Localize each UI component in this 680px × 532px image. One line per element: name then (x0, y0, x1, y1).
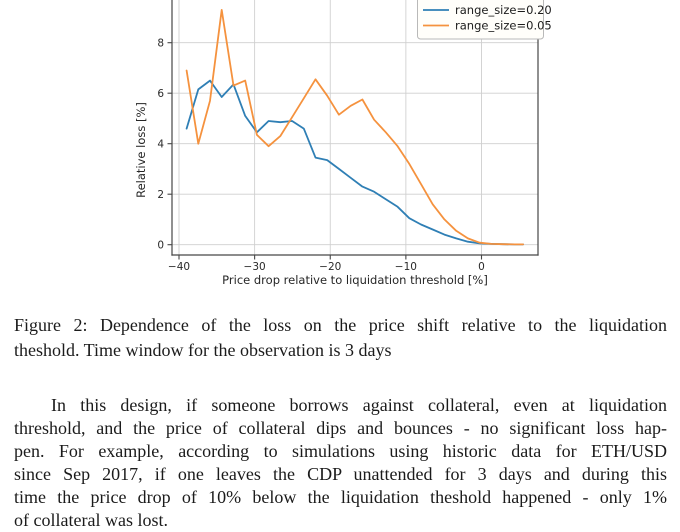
svg-text:4: 4 (157, 138, 164, 151)
y-axis-label: Relative loss [%] (134, 102, 148, 198)
svg-text:0: 0 (478, 261, 485, 273)
loss-vs-price-drop-plot (125, 0, 565, 300)
x-axis-label: Price drop relative to liquidation threshold [%] (222, 273, 488, 287)
caption-line-1: Figure 2: Dependence of the loss on the price shift relative to the liquidation (14, 315, 667, 335)
body-line: pen. For example, according to simulations using historic data for ETH/USD (14, 441, 667, 461)
body-line: threshold, and the price of collateral dips and bounces - no significant loss hap- (14, 418, 667, 438)
body-line-cut: of collateral was lost. (14, 510, 168, 530)
svg-text:6: 6 (157, 88, 164, 100)
body-line: In this design, if someone borrows against collateral, even at liquidation (51, 395, 667, 415)
svg-text:range_size=0.05: range_size=0.05 (455, 18, 552, 33)
caption-line-2: theshold. Time window for the observation is 3 days (14, 340, 392, 360)
figure-2-chart (125, 0, 565, 300)
svg-text:−10: −10 (394, 261, 417, 273)
body-line: since Sep 2017, if one leaves the CDP unattended for 3 days and during this (14, 464, 667, 484)
svg-text:−20: −20 (319, 261, 342, 273)
svg-text:range_size=0.20: range_size=0.20 (455, 3, 552, 17)
figure-caption (14, 313, 667, 363)
svg-text:2: 2 (157, 189, 164, 201)
svg-text:−40: −40 (167, 261, 191, 273)
svg-text:−30: −30 (243, 261, 266, 273)
svg-text:0: 0 (157, 239, 164, 252)
body-line: time the price drop of 10% below the liquidation theshold happened - only 1% (14, 487, 667, 507)
body-paragraph (14, 394, 667, 532)
svg-text:8: 8 (157, 37, 164, 50)
